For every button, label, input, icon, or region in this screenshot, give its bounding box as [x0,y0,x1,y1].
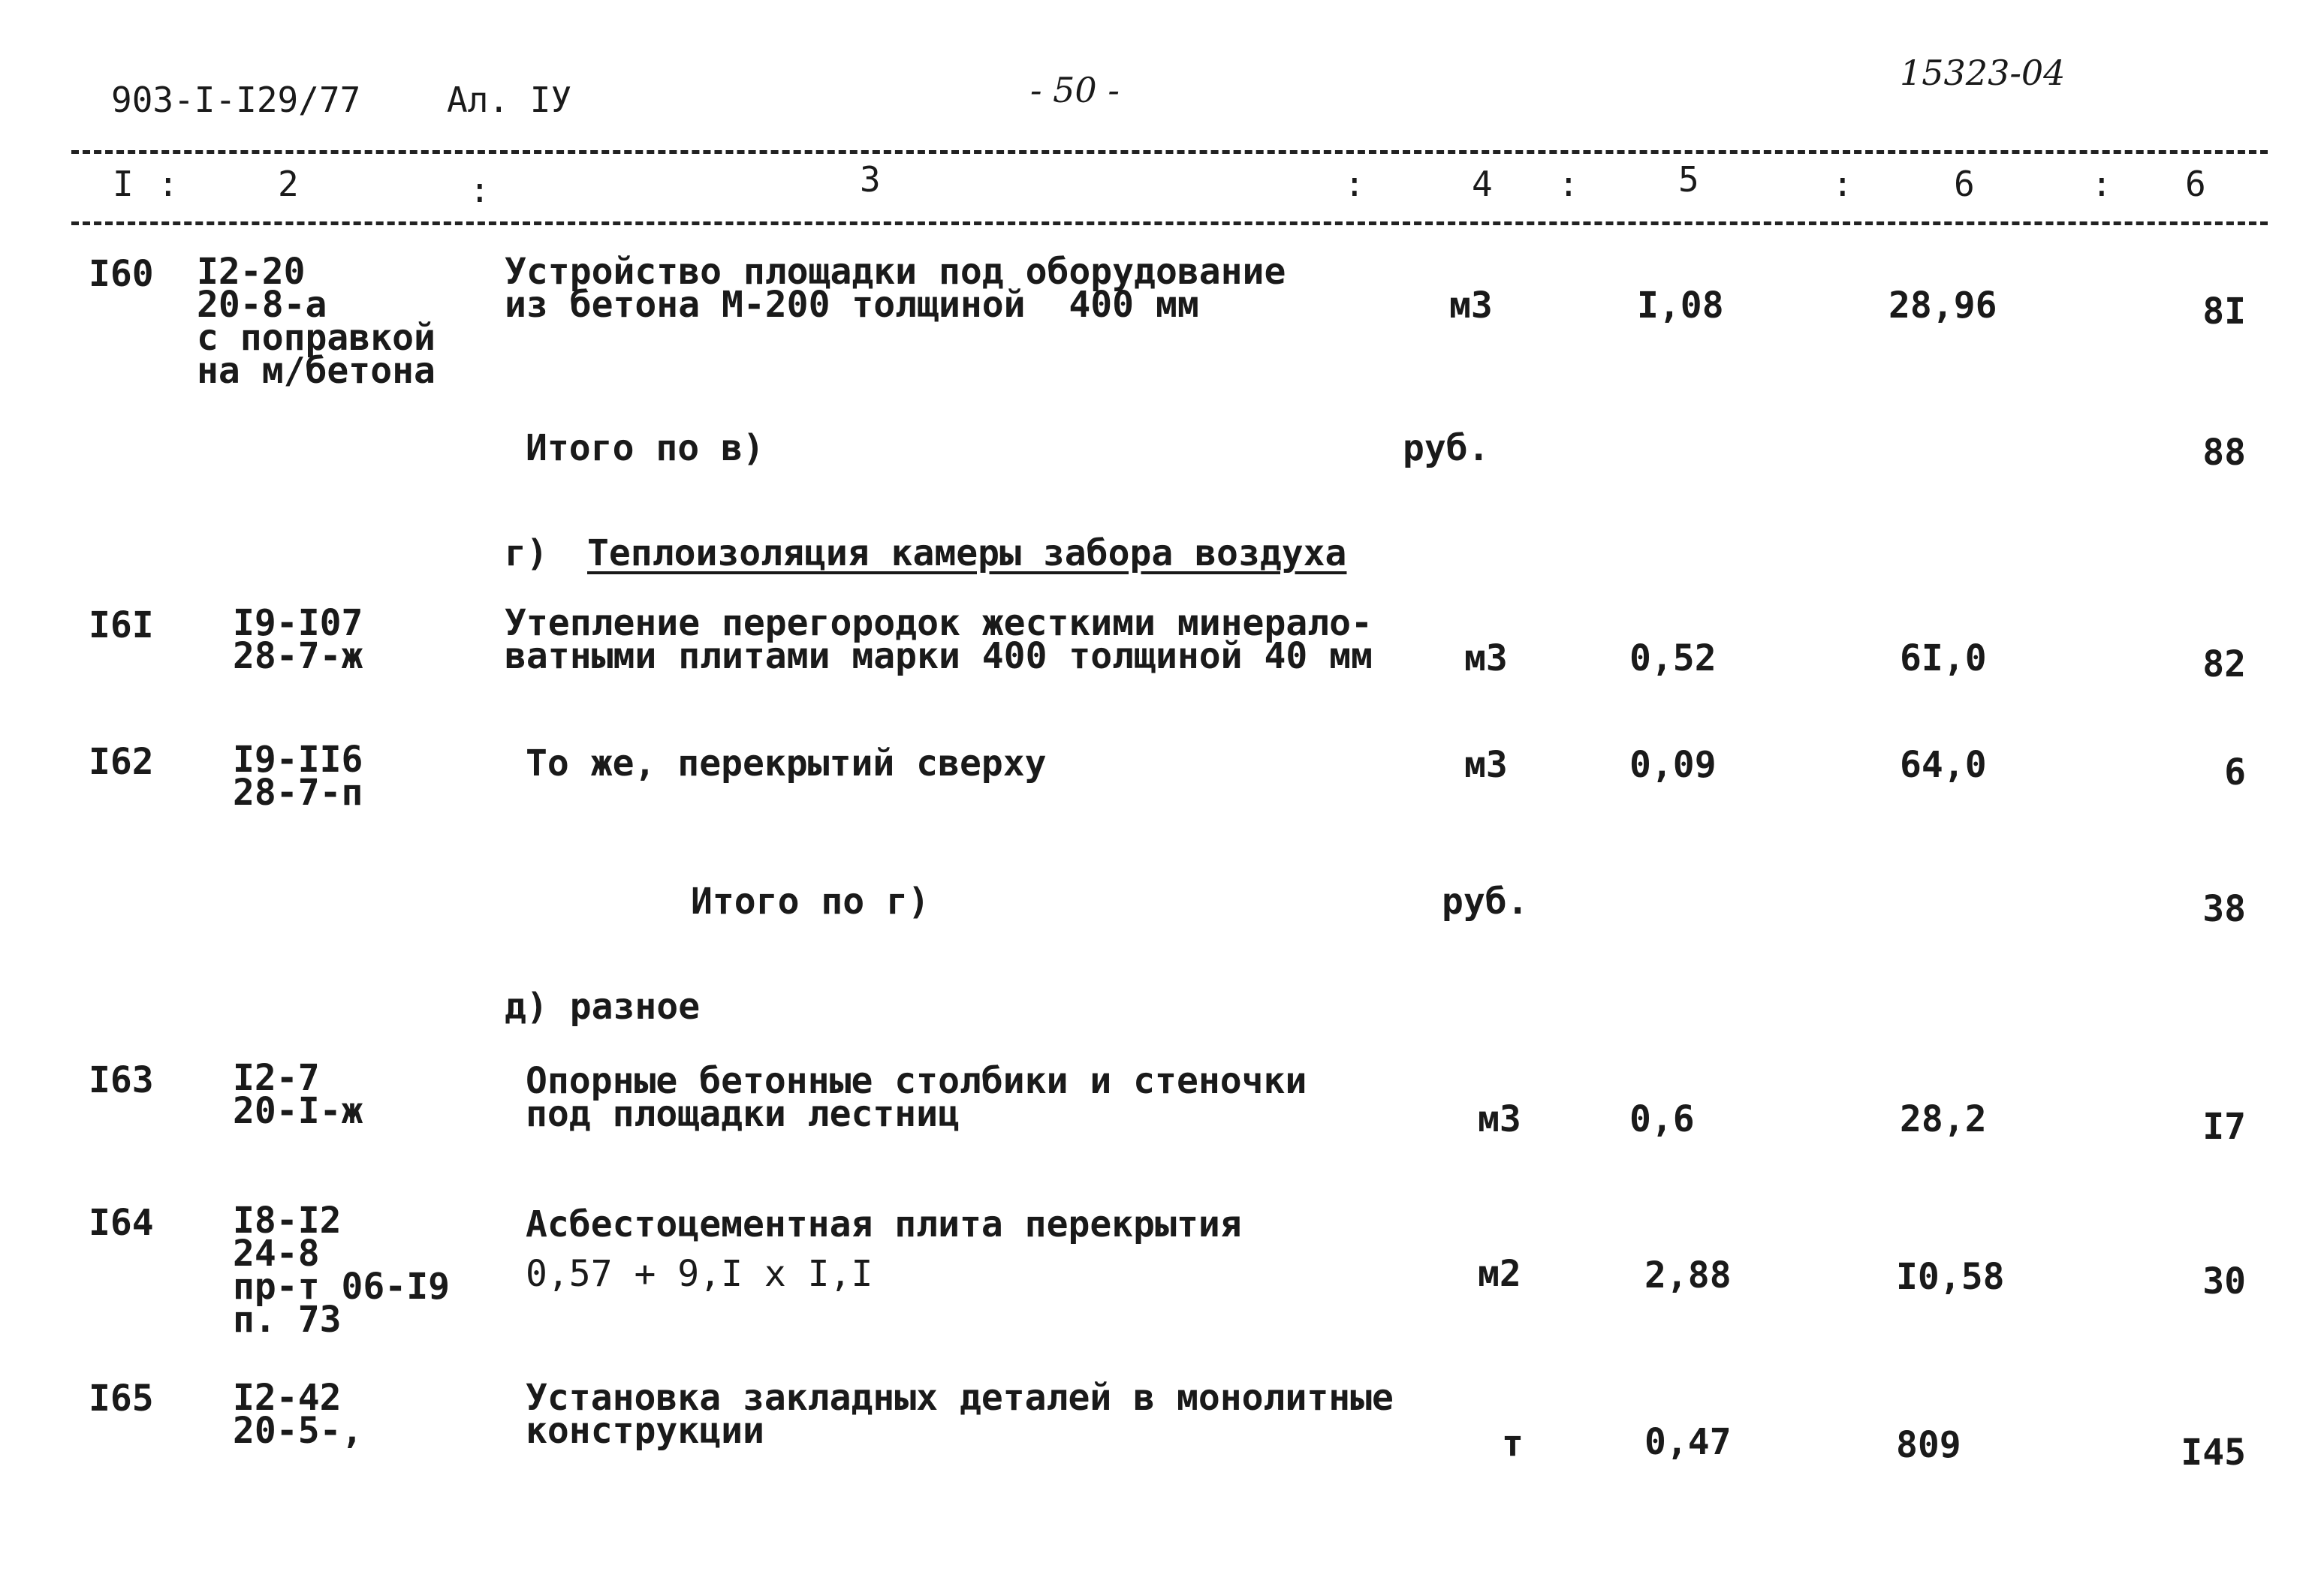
total-cost: I45 [2181,1432,2246,1474]
work-description: Утепление перегородок жесткими минерало- ватными плитами марки 400 толщиной 40 мм [505,602,1373,677]
total-cost: 82 [2202,643,2246,685]
quantity-formula: 0,57 + 9,I х I,I [526,1253,873,1295]
quantity: 0,09 [1629,744,1717,786]
unit-price: 28,96 [1889,285,1997,327]
work-description: Опорные бетонные столбики и стеночки под площадки лестниц [526,1060,1307,1135]
column-header-3: 3 [860,159,881,200]
work-description: Асбестоцементная плита перекрытия [526,1203,1242,1245]
quantity: 2,88 [1644,1254,1732,1296]
column-separator: : [1558,164,1579,204]
row-number: I65 [89,1378,154,1420]
subtotal-value: 88 [2202,432,2246,474]
rate-code: I2-42 20-5-, [233,1377,363,1452]
column-separator: : [2091,164,2112,204]
quantity: 0,47 [1644,1421,1732,1463]
work-description: Установка закладных деталей в монолитные конструкции [526,1377,1394,1452]
work-description: То же, перекрытий сверху [526,742,1047,784]
row-number: I6I [89,604,154,646]
subtotal-unit: руб. [1403,427,1490,469]
column-header-1: I [113,164,134,204]
column-header-2: 2 [278,164,299,204]
unit: м2 [1478,1253,1521,1295]
section-title: Теплоизоляция камеры забора воздуха [587,532,1347,574]
rate-code: I9-II6 28-7-п [233,739,363,814]
total-cost: 8I [2202,291,2246,333]
column-header-5: 5 [1678,159,1699,200]
quantity: I,08 [1637,285,1724,327]
column-separator: : [158,164,179,204]
unit-price: 6I,0 [1900,637,1987,679]
total-cost: 30 [2202,1260,2246,1302]
column-separator: : [1344,164,1365,204]
quantity: 0,52 [1629,637,1717,679]
unit-price: 64,0 [1900,744,1987,786]
unit: м3 [1449,285,1493,327]
unit: м3 [1464,744,1508,786]
document-code: 903-I-I29/77 [111,80,361,120]
column-separator: : [469,170,490,210]
total-cost: 6 [2224,751,2246,793]
unit-price: 809 [1896,1424,1961,1466]
column-separator: : [1832,164,1853,204]
total-cost: I7 [2202,1106,2246,1148]
rate-code: I2-20 20-8-а с поправкой на м/бетона [197,251,436,392]
subtotal-label: Итого по в) [526,427,764,469]
quantity: 0,6 [1629,1098,1695,1140]
rate-code: I9-I07 28-7-ж [233,602,363,677]
column-header-6: 6 [1954,164,1975,204]
subtotal-value: 38 [2202,888,2246,930]
row-number: I60 [89,253,154,295]
section-title: д) разное [505,986,701,1028]
unit-price: I0,58 [1896,1256,2005,1298]
subtotal-unit: руб. [1442,881,1529,923]
row-number: I62 [89,741,154,783]
page-number: - 50 - [1030,70,1120,110]
column-header-7: 6 [2185,164,2206,204]
unit: т [1502,1423,1524,1465]
top-dashed-rule [71,150,2268,154]
rate-code: I8-I2 24-8 пр-т 06-I9 п. 73 [233,1200,450,1341]
handwritten-number: 15323-04 [1900,53,2066,93]
work-description: Устройство площадки под оборудование из бетона М-200 толщиной 400 мм [505,251,1286,326]
header-dashed-rule [71,221,2268,225]
unit-price: 28,2 [1900,1098,1987,1140]
unit: м3 [1464,637,1508,679]
row-number: I63 [89,1059,154,1101]
album-number: Ал. IУ [447,80,572,120]
section-prefix: г) [505,532,548,574]
column-header-4: 4 [1472,164,1493,204]
row-number: I64 [89,1202,154,1244]
unit: м3 [1478,1098,1521,1140]
rate-code: I2-7 20-I-ж [233,1057,363,1132]
subtotal-label: Итого по г) [691,881,930,923]
